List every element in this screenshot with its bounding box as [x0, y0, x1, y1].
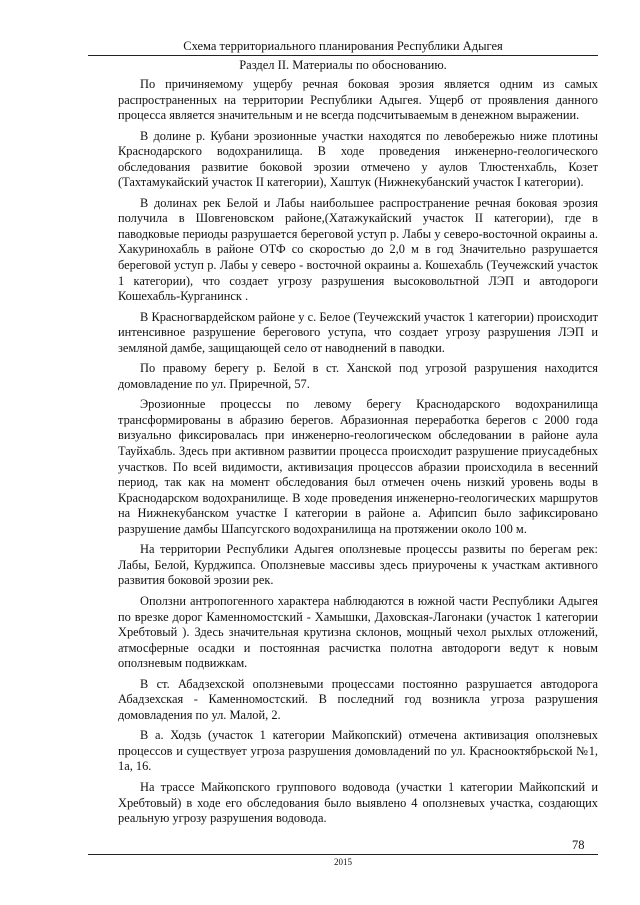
paragraph: В ст. Абадзехской оползневыми процессами постоянно разрушается автодорога Абадзехская - Каменномостский. В последний год возникла угроза разрушения домовладения по ул. Малой, 2.: [118, 676, 598, 722]
paragraph: Оползни антропогенного характера наблюдаются в южной части Республики Адыгея по врезке дорог Каменномостский - Хамышки, Даховская-Лагонаки (участок 1 категории Хребтовый ). Здесь значительная крутизна склонов, мощный чехол рыхлых отложений, атмосферные осадки и постоянная расчистка полотна автодороги ведут к новым оползневым подвижкам.: [118, 593, 598, 671]
page-header-title: Схема территориального планирования Республики Адыгея: [183, 39, 503, 53]
paragraph: По правому берегу р. Белой в ст. Ханской под угрозой разрушения находится домовладение по ул. Приречной, 57.: [118, 361, 598, 391]
page-header-subtitle: Раздел II. Материалы по обоснованию.: [239, 58, 447, 72]
paragraph: В долине р. Кубани эрозионные участки находятся по левобережью ниже плотины Краснодарского водохранилища. В ходе проведения инженерно-геологического обследования развитие боковой эрозии отмечено у аулов Тлюстенхабль, Козет (Тахтамукайский участок II категории), Хаштук (Нижнекубанский участок I категории).: [118, 128, 598, 190]
paragraph: Эрозионные процессы по левому берегу Краснодарского водохранилища трансформированы в абразию берегов. Абразионная переработка берегов с 2000 года визуально фиксировалась при инженерно-геологическом обследовании в районе аула Тауйхабль. Здесь при активном развитии процесса происходит разрушение приусадебных участков. По всей видимости, активизация процессов абразии происходила в весенний период, так как на момент обследования был отмечен очень низкий уровень воды в Краснодарском водохранилище. В ходе проведения инженерно-геологических маршрутов на Нижнекубанском участке I категории в районе а. Афипсип было зафиксировано разрушение дамбы Шапсугского водохранилища на протяжении около 100 м.: [118, 397, 598, 536]
paragraph: В а. Ходзь (участок 1 категории Майкопский) отмечена активизация оползневых процессов и существует угроза разрушения домовладений по ул. Краснооктябрьской №1, 1а, 16.: [118, 728, 598, 774]
header-rule: [88, 55, 598, 56]
footer-year: 2015: [334, 857, 352, 867]
paragraph: На территории Республики Адыгея оползневые процессы развиты по берегам рек: Лабы, Белой, Курджипса. Оползневые массивы здесь приурочены к участкам активного развития боковой эрозии рек.: [118, 542, 598, 588]
paragraph: В Красногвардейском районе у с. Белое (Теучежский участок 1 категории) происходит интенсивное разрушение берегового уступа, что создает угрозу разрушения ЛЭП и земляной дамбе, защищающей село от наводнений в паводки.: [118, 309, 598, 355]
paragraph: В долинах рек Белой и Лабы наибольшее распространение речная боковая эрозия получила в Шовгеновском районе,(Хатажукайский участок II категории), где в паводковые периоды разрушается береговой уступ р. Лабы у северо-восточной окраины а. Хакуринохабль в районе ОТФ со скоростью до 2,0 м в год Значительно разрушается береговой уступ р. Лабы у северо - восточной окраины а. Кошехабль (Теучежский участок 1 категории), что создает угрозу разрушения высоковольтной ЛЭП и автодороги Кошехабль-Курганинск .: [118, 195, 598, 304]
paragraph: На трассе Майкопского группового водовода (участки 1 категории Майкопский и Хребтовый) в ходе его обследования было выявлено 4 оползневых участка, создающих реальную угрозу разрушения водовода.: [118, 779, 598, 826]
page-number: 78: [572, 838, 585, 852]
paragraph: По причиняемому ущербу речная боковая эрозия является одним из самых распространенных на территории Республики Адыгея. Ущерб от проявления данного процесса является значительным и не всегда подсчитываемым в денежном выражении.: [118, 77, 598, 123]
document-body: [118, 77, 598, 832]
footer-rule: [88, 854, 598, 855]
